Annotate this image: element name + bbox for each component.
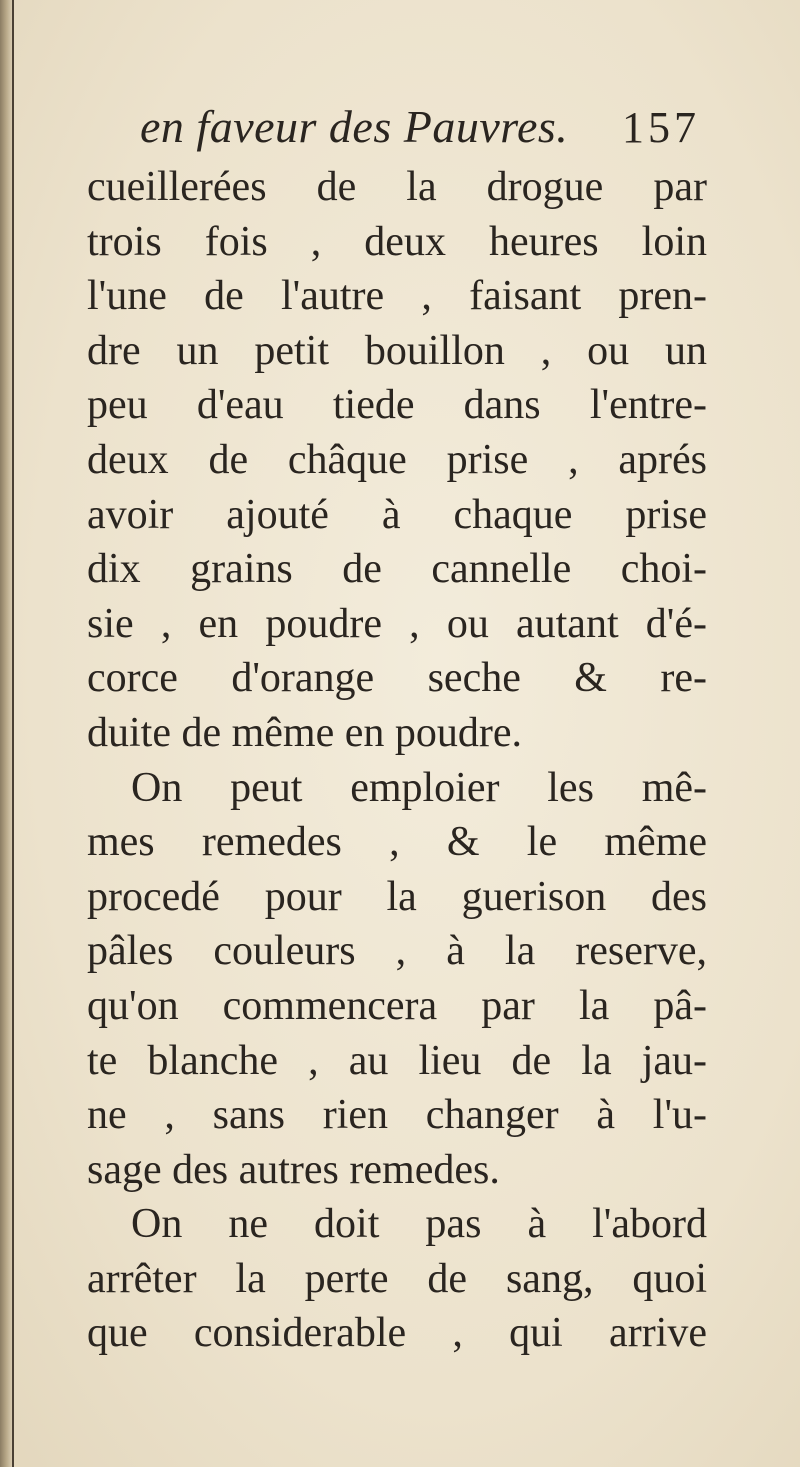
- text-line-2: trois fois , deux heures loin: [87, 218, 707, 265]
- show-through-texture: [270, 1360, 710, 1420]
- text-line-16: qu'on commencera par la pâ-: [87, 982, 707, 1029]
- text-line-5: peu d'eau tiede dans l'entre-: [87, 382, 707, 429]
- text-line-22: que considerable , qui arrive: [87, 1310, 707, 1357]
- text-line-4: dre un petit bouillon , ou un: [87, 327, 707, 374]
- text-line-10: corce d'orange seche & re-: [87, 655, 707, 702]
- body-text: [87, 160, 707, 1361]
- page-header: [140, 100, 700, 162]
- text-line-21: arrêter la perte de sang, quoi: [87, 1255, 707, 1302]
- running-head: en faveur des Pauvres.: [140, 101, 569, 152]
- text-line-3: l'une de l'autre , faisant pren-: [87, 273, 707, 320]
- text-line-15: pâles couleurs , à la reserve,: [87, 928, 707, 975]
- text-line-6: deux de châque prise , aprés: [87, 436, 707, 483]
- text-line-12: On peut emploier les mê-: [131, 764, 707, 811]
- page-number: 157: [622, 103, 700, 152]
- text-line-17: te blanche , au lieu de la jau-: [87, 1037, 707, 1084]
- text-line-9: sie , en poudre , ou autant d'é-: [87, 600, 707, 647]
- text-line-11: duite de même en poudre.: [87, 709, 523, 756]
- text-line-19: sage des autres remedes.: [87, 1146, 500, 1193]
- text-line-7: avoir ajouté à chaque prise: [87, 491, 707, 538]
- text-line-18: ne , sans rien changer à l'u-: [87, 1092, 707, 1139]
- text-line-13: mes remedes , & le même: [87, 819, 707, 866]
- text-line-1: cueillerées de la drogue par: [87, 164, 707, 210]
- text-line-20: On ne doit pas à l'abord: [131, 1201, 707, 1248]
- text-line-8: dix grains de cannelle choi-: [87, 546, 707, 593]
- binding-line: [12, 0, 14, 1467]
- text-line-14: procedé pour la guerison des: [87, 873, 707, 920]
